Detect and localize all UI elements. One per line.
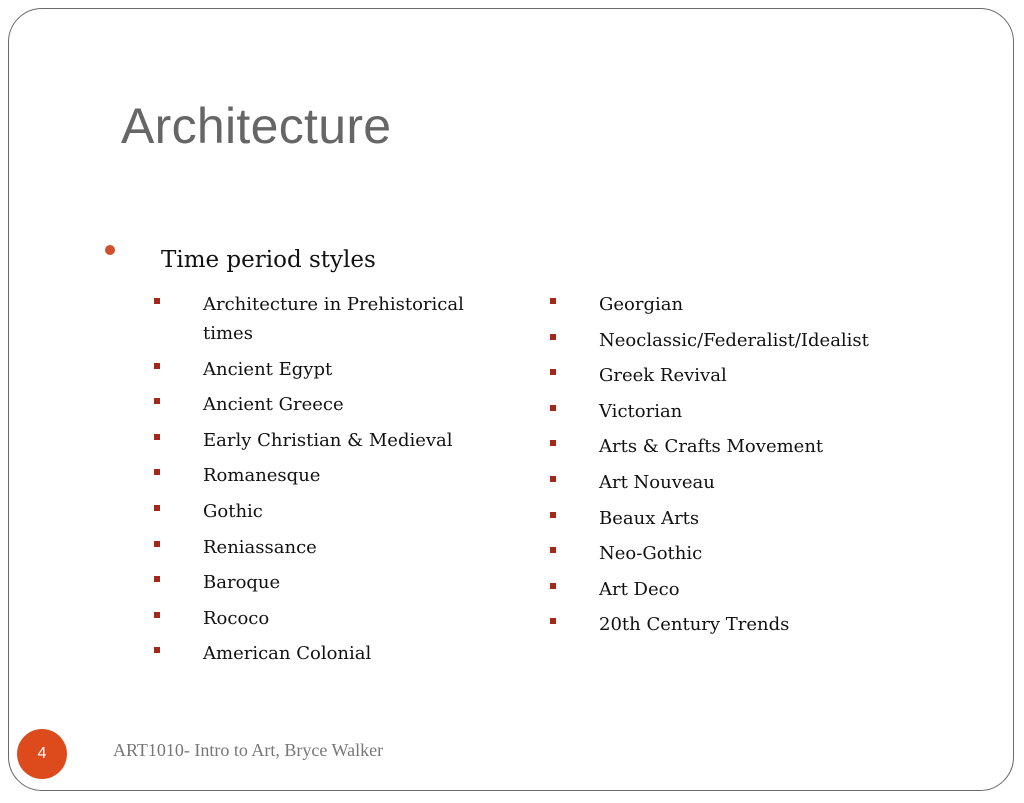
list-item [549,432,909,461]
square-bullet-icon [550,369,556,375]
square-bullet-icon [550,476,556,482]
square-bullet-icon [154,647,160,653]
list-item [549,504,909,533]
list-item [153,426,483,455]
list-item-label: Art Deco [599,578,680,600]
list-item [549,326,909,355]
right-style-list [549,290,909,646]
list-item [153,568,483,597]
square-bullet-icon [550,298,556,304]
list-item-label: Beaux Arts [599,507,700,529]
list-item [549,610,909,639]
list-item-label: American Colonial [203,643,372,665]
square-bullet-icon [550,440,556,446]
left-style-list [153,290,483,675]
square-bullet-icon [154,576,160,582]
square-bullet-icon [550,618,556,624]
list-item-label: Art Nouveau [599,471,715,493]
list-item-label: Baroque [203,572,281,594]
list-item [153,355,483,384]
square-bullet-icon [154,612,160,618]
list-item [153,533,483,562]
footer-text: ART1010- Intro to Art, Bryce Walker [113,740,384,760]
list-item-label: Ancient Greece [203,394,344,416]
list-item-label: Neo-Gothic [599,543,703,565]
list-item-label: Victorian [599,400,683,422]
list-item [153,639,483,668]
list-item-label: Reniassance [203,536,317,558]
square-bullet-icon [550,512,556,518]
square-bullet-icon [154,298,160,304]
list-item-label: Greek Revival [599,365,727,387]
list-item [153,290,483,348]
main-bullet-label: Time period styles [161,247,376,273]
list-item-label: Arts & Crafts Movement [599,436,824,458]
list-item-label: 20th Century Trends [599,614,790,636]
list-item-label: Romanesque [203,465,321,487]
list-item-label: Neoclassic/Federalist/Idealist [599,329,869,351]
square-bullet-icon [550,583,556,589]
list-item [549,539,909,568]
list-item [153,604,483,633]
list-item [549,397,909,426]
list-item [153,390,483,419]
square-bullet-icon [550,405,556,411]
list-item [549,468,909,497]
square-bullet-icon [550,334,556,340]
list-item-label: Ancient Egypt [203,358,333,380]
list-item [549,361,909,390]
list-item [549,575,909,604]
list-item [153,461,483,490]
square-bullet-icon [154,398,160,404]
square-bullet-icon [154,469,160,475]
list-item-label: Georgian [599,294,684,315]
list-item-label: Gothic [203,500,263,522]
page-number: 4 [37,745,47,762]
slide-title: Architecture [121,98,392,154]
square-bullet-icon [154,434,160,440]
page-number-badge [17,729,67,779]
round-dot-icon [105,245,115,255]
square-bullet-icon [154,541,160,547]
main-bullet [105,247,376,273]
list-item-label: Rococo [203,607,270,629]
list-item-label: Early Christian & Medieval [203,429,453,451]
square-bullet-icon [154,363,160,369]
list-item [549,290,909,319]
list-item [153,497,483,526]
square-bullet-icon [550,547,556,553]
slide-frame [8,8,1014,791]
list-item-label: Architecture in Prehistorical times [203,294,464,344]
square-bullet-icon [154,505,160,511]
